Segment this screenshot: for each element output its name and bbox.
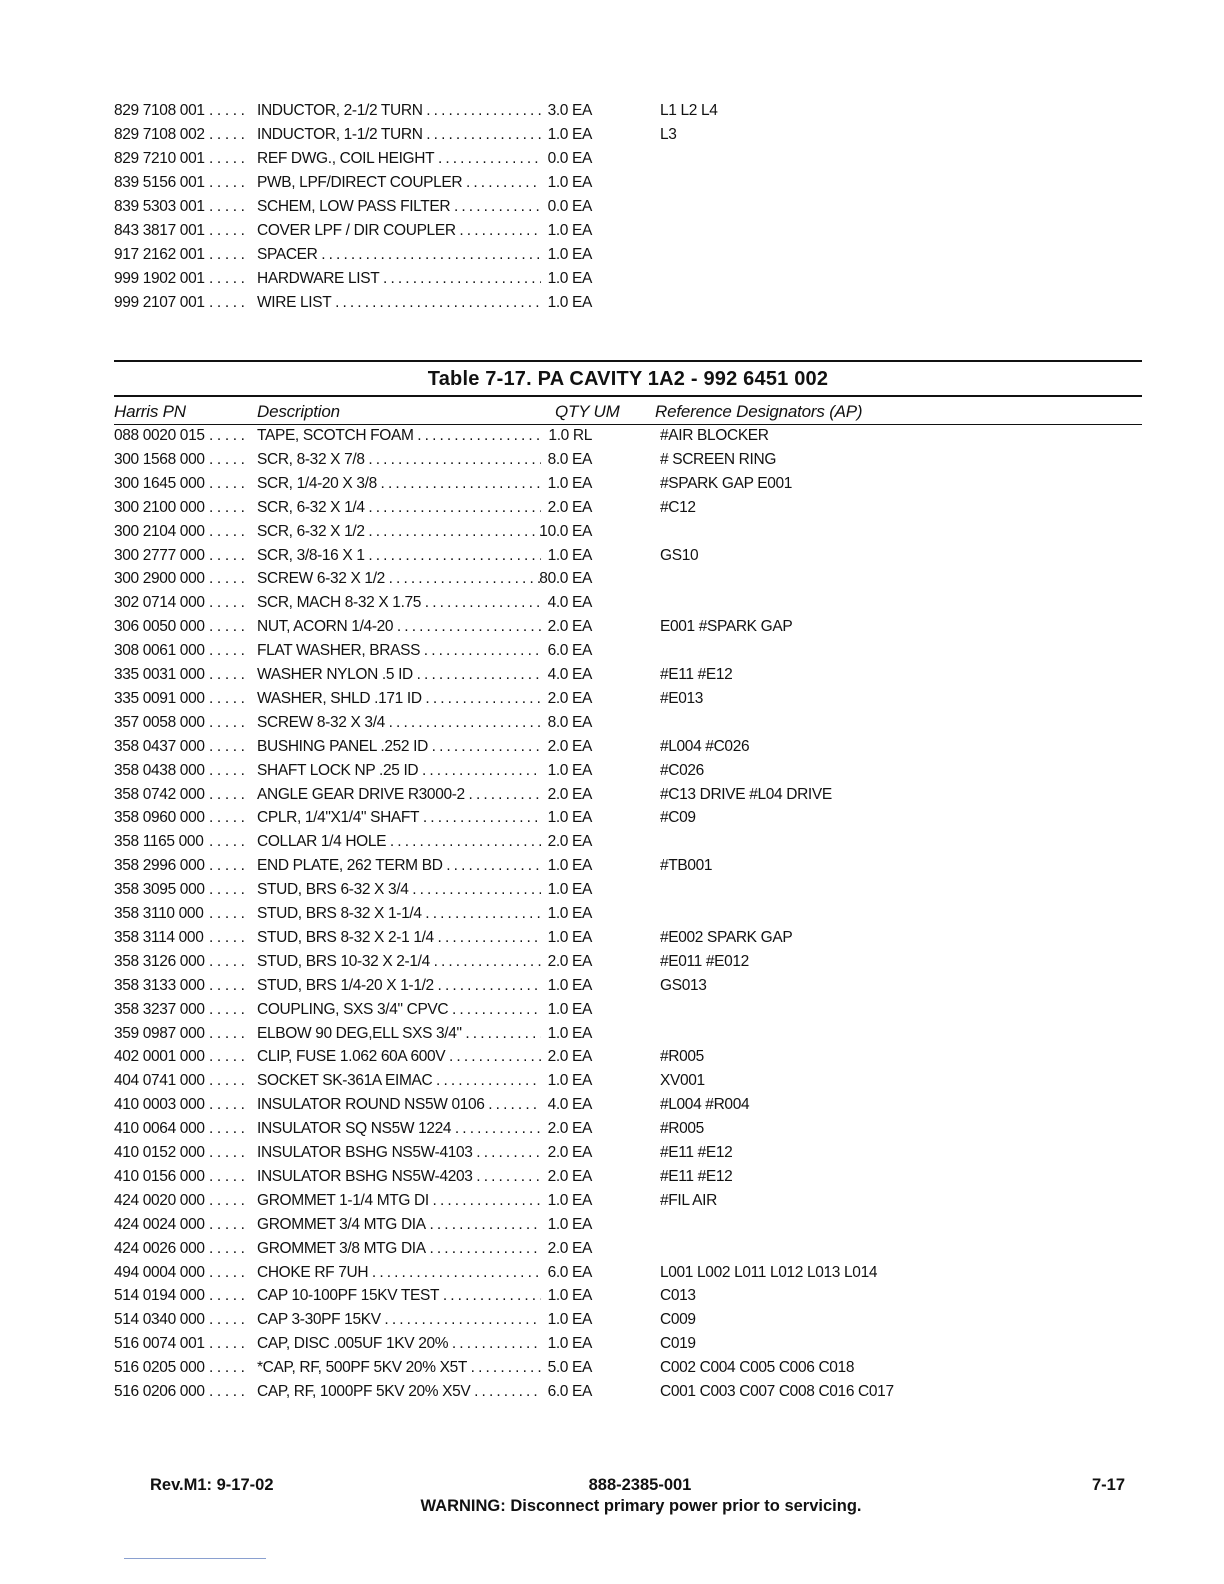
dot-leader: . . . . .: [209, 1359, 245, 1377]
description: INSULATOR BSHG NS5W-4203 . . .: [257, 1165, 541, 1189]
description: SHAFT LOCK NP .25 ID . . .: [257, 759, 541, 783]
table-row: [0, 663, 1224, 687]
description: INSULATOR ROUND NS5W 0106 . . .: [257, 1093, 541, 1117]
description: *CAP, RF, 500PF 5KV 20% X5T . . .: [257, 1356, 541, 1380]
part-number: 424 0026 000: [114, 1239, 205, 1257]
table-row: [0, 291, 1224, 315]
quantity: 1.0 EA: [547, 881, 592, 899]
part-number: 410 0003 000: [114, 1096, 205, 1114]
reference-designators: C013: [660, 1287, 696, 1305]
description: CAP, RF, 1000PF 5KV 20% X5V . . .: [257, 1380, 541, 1404]
quantity: 1.0 EA: [547, 857, 592, 875]
table-row: [0, 520, 1224, 544]
footer-warning: WARNING: Disconnect primary power prior to servicing.: [420, 1497, 862, 1515]
dot-leader: . . . . .: [209, 976, 245, 994]
table-row: [0, 1213, 1224, 1237]
description: NUT, ACORN 1/4-20 . . .: [257, 615, 541, 639]
quantity: 2.0 EA: [547, 689, 592, 707]
part-number: 829 7108 001: [114, 102, 205, 119]
quantity: 1.0 EA: [547, 1072, 592, 1090]
quantity: 8.0 EA: [547, 713, 592, 731]
quantity: 1.0 EA: [547, 294, 592, 311]
dot-leader: . . . . .: [209, 642, 245, 660]
quantity: 1.0 EA: [547, 270, 592, 287]
quantity: 1.0 EA: [547, 905, 592, 922]
quantity: 1.0 EA: [547, 1215, 592, 1233]
part-number: 358 3133 000: [114, 976, 205, 994]
table-row: [0, 735, 1224, 759]
part-number: 404 0741 000: [114, 1072, 205, 1090]
reference-designators: #L004 #R004: [660, 1096, 750, 1114]
dot-leader: . . . . .: [209, 1048, 245, 1066]
dot-leader: . . . . .: [209, 198, 245, 215]
quantity: 1.0 EA: [547, 126, 592, 143]
reference-designators: #L004 #C026: [660, 737, 750, 755]
footer-revision: Rev.M1: 9-17-02: [150, 1476, 274, 1494]
part-number: 358 3126 000: [114, 952, 205, 970]
table-row: [0, 1284, 1224, 1308]
dot-leader: . . . . .: [209, 833, 245, 851]
table-row: [0, 639, 1224, 663]
part-number: 843 3817 001: [114, 222, 205, 239]
quantity: 4.0 EA: [547, 1096, 592, 1114]
part-number: 335 0091 000: [114, 689, 205, 707]
reference-designators: C001 C003 C007 C008 C016 C017: [660, 1383, 894, 1400]
part-number: 358 0742 000: [114, 785, 205, 803]
description: SCR, 1/4-20 X 3/8 . . .: [257, 472, 541, 496]
quantity: 1.0 EA: [547, 246, 592, 263]
description: WIRE LIST . . .: [257, 291, 541, 315]
description: STUD, BRS 8-32 X 1-1/4 . . .: [257, 902, 541, 926]
table-row: [0, 830, 1224, 854]
description: STUD, BRS 1/4-20 X 1-1/2 . . .: [257, 974, 541, 998]
dot-leader: . . . . .: [209, 618, 245, 636]
reference-designators: #E11 #E12: [660, 1167, 733, 1185]
footer-page-number: 7-17: [1092, 1476, 1126, 1494]
quantity: 0.0 EA: [547, 150, 592, 167]
quantity: 1.0 EA: [547, 546, 592, 564]
dot-leader: . . . . .: [209, 881, 245, 899]
dot-leader: . . . . .: [209, 498, 245, 516]
table-row: [0, 1356, 1224, 1380]
part-number: 829 7108 002: [114, 126, 205, 143]
quantity: 2.0 EA: [547, 833, 592, 851]
dot-leader: . . . . .: [209, 450, 245, 468]
dot-leader: . . . . .: [209, 737, 245, 755]
reference-designators: #E11 #E12: [660, 666, 733, 683]
quantity: 1.0 EA: [547, 1000, 592, 1018]
quantity: 1.0 EA: [547, 1191, 592, 1209]
reference-designators: #C09: [660, 809, 696, 827]
quantity: 6.0 EA: [547, 642, 592, 660]
scan-artifact-line: [124, 1558, 266, 1559]
reference-designators: #AIR BLOCKER: [660, 427, 769, 444]
quantity: 2.0 EA: [547, 952, 592, 970]
header-reference-designators: Reference Designators (AP): [655, 402, 863, 421]
description: COUPLING, SXS 3/4" CPVC . . .: [257, 998, 541, 1022]
table-row: [0, 1022, 1224, 1046]
reference-designators: #C026: [660, 761, 704, 779]
reference-designators: GS10: [660, 546, 699, 564]
table-row: [0, 1045, 1224, 1069]
part-number: 088 0020 015: [114, 427, 205, 444]
description: SCR, 6-32 X 1/2 . . .: [257, 520, 541, 544]
part-number: 358 1165 000: [114, 833, 204, 851]
quantity: 1.0 EA: [547, 976, 592, 994]
part-number: 516 0074 001: [114, 1335, 205, 1353]
quantity: 1.0 EA: [547, 1024, 592, 1042]
part-number: 300 2777 000: [114, 546, 205, 564]
reference-designators: E001 #SPARK GAP: [660, 618, 793, 636]
quantity: 1.0 EA: [547, 222, 592, 239]
table-row: [0, 567, 1224, 591]
part-number: 402 0001 000: [114, 1048, 205, 1066]
description: GROMMET 1-1/4 MTG DI . . .: [257, 1189, 541, 1213]
table-row: [0, 147, 1224, 171]
description: GROMMET 3/4 MTG DIA . . .: [257, 1213, 541, 1237]
table-row: [0, 123, 1224, 147]
part-number: 839 5156 001: [114, 174, 205, 191]
footer-doc-number: 888-2385-001: [588, 1476, 692, 1494]
quantity: 0.0 EA: [547, 198, 592, 215]
reference-designators: C009: [660, 1311, 696, 1329]
table-row: [0, 496, 1224, 520]
description: ANGLE GEAR DRIVE R3000-2 . . .: [257, 783, 541, 807]
part-number: 358 0438 000: [114, 761, 205, 779]
description: STUD, BRS 8-32 X 2-1 1/4 . . .: [257, 926, 541, 950]
description: INDUCTOR, 1-1/2 TURN . . .: [257, 123, 541, 147]
quantity: 6.0 EA: [547, 1383, 592, 1400]
quantity: 1.0 EA: [547, 1287, 592, 1305]
quantity: 1.0 EA: [547, 174, 592, 191]
reference-designators: #R005: [660, 1120, 704, 1138]
description: CAP 3-30PF 15KV . . .: [257, 1308, 541, 1332]
table-row: [0, 267, 1224, 291]
quantity: 3.0 EA: [547, 102, 592, 119]
description: END PLATE, 262 TERM BD . . .: [257, 854, 541, 878]
reference-designators: #R005: [660, 1048, 704, 1066]
table-row: [0, 195, 1224, 219]
reference-designators: #SPARK GAP E001: [660, 474, 793, 492]
dot-leader: . . . . .: [209, 222, 245, 239]
quantity: 2.0 EA: [547, 1144, 592, 1161]
part-number: 359 0987 000: [114, 1024, 205, 1042]
part-number: 410 0152 000: [114, 1144, 205, 1161]
part-number: 358 2996 000: [114, 857, 205, 875]
part-number: 839 5303 001: [114, 198, 205, 215]
part-number: 424 0024 000: [114, 1215, 205, 1233]
dot-leader: . . . . .: [209, 1335, 245, 1353]
dot-leader: . . . . .: [209, 1000, 245, 1018]
description: HARDWARE LIST . . .: [257, 267, 541, 291]
part-number: 494 0004 000: [114, 1263, 205, 1281]
description: SCR, 8-32 X 7/8 . . .: [257, 448, 541, 472]
table-row: [0, 806, 1224, 830]
quantity: 80.0 EA: [539, 570, 592, 588]
part-number: 300 1645 000: [114, 474, 205, 492]
reference-designators: L3: [660, 126, 677, 143]
table-row: [0, 878, 1224, 902]
description: SCR, 6-32 X 1/4 . . .: [257, 496, 541, 520]
dot-leader: . . . . .: [209, 1024, 245, 1042]
description: CHOKE RF 7UH . . .: [257, 1261, 541, 1285]
quantity: 4.0 EA: [547, 666, 592, 683]
description: CPLR, 1/4"X1/4" SHAFT . . .: [257, 806, 541, 830]
quantity: 1.0 EA: [547, 761, 592, 779]
description: WASHER NYLON .5 ID . . .: [257, 663, 541, 687]
dot-leader: . . . . .: [209, 1167, 245, 1185]
description: SCREW 6-32 X 1/2 . . .: [257, 567, 541, 591]
part-number: 424 0020 000: [114, 1191, 205, 1209]
part-number: 358 3114 000: [114, 928, 204, 946]
dot-leader: . . . . .: [209, 522, 245, 540]
description: INDUCTOR, 2-1/2 TURN . . .: [257, 99, 541, 123]
dot-leader: . . . . .: [209, 294, 245, 311]
quantity: 1.0 EA: [547, 474, 592, 492]
table-row: [0, 950, 1224, 974]
quantity: 5.0 EA: [547, 1359, 592, 1377]
dot-leader: . . . . .: [209, 546, 245, 564]
description: CAP, DISC .005UF 1KV 20% . . .: [257, 1332, 541, 1356]
dot-leader: . . . . .: [209, 1383, 245, 1400]
quantity: 1.0 EA: [547, 1335, 592, 1353]
table-row: [0, 1261, 1224, 1285]
description: COLLAR 1/4 HOLE . . .: [257, 830, 541, 854]
description: CLIP, FUSE 1.062 60A 600V . . .: [257, 1045, 541, 1069]
reference-designators: L1 L2 L4: [660, 102, 718, 119]
reference-designators: C019: [660, 1335, 696, 1353]
reference-designators: C002 C004 C005 C006 C018: [660, 1359, 855, 1377]
quantity: 6.0 EA: [547, 1263, 592, 1281]
description: SCHEM, LOW PASS FILTER . . .: [257, 195, 541, 219]
dot-leader: . . . . .: [209, 1191, 245, 1209]
table-row: [0, 448, 1224, 472]
part-number: 516 0205 000: [114, 1359, 205, 1377]
dot-leader: . . . . .: [209, 689, 245, 707]
quantity: 1.0 EA: [547, 809, 592, 827]
dot-leader: . . . . .: [209, 1263, 245, 1281]
table-row: [0, 711, 1224, 735]
dot-leader: . . . . .: [209, 928, 245, 946]
table-row: [0, 424, 1224, 448]
dot-leader: . . . . .: [209, 126, 245, 143]
part-number: 358 0960 000: [114, 809, 205, 827]
table-row: [0, 759, 1224, 783]
part-number: 829 7210 001: [114, 150, 205, 167]
description: TAPE, SCOTCH FOAM . . .: [257, 424, 541, 448]
dot-leader: . . . . .: [209, 474, 245, 492]
dot-leader: . . . . .: [209, 150, 245, 167]
reference-designators: #E013: [660, 689, 704, 707]
table-row: [0, 99, 1224, 123]
header-description: Description: [257, 402, 340, 421]
dot-leader: . . . . .: [209, 1072, 245, 1090]
description: INSULATOR SQ NS5W 1224 . . .: [257, 1117, 541, 1141]
table-row: [0, 1093, 1224, 1117]
dot-leader: . . . . .: [209, 952, 245, 970]
table-row: [0, 783, 1224, 807]
table-row: [0, 687, 1224, 711]
reference-designators: L001 L002 L011 L012 L013 L014: [660, 1263, 878, 1281]
part-number: 300 2104 000: [114, 522, 205, 540]
description: BUSHING PANEL .252 ID . . .: [257, 735, 541, 759]
description: SPACER . . .: [257, 243, 541, 267]
table-row: [0, 591, 1224, 615]
description: STUD, BRS 10-32 X 2-1/4 . . .: [257, 950, 541, 974]
table-row: [0, 472, 1224, 496]
description: SCREW 8-32 X 3/4 . . .: [257, 711, 541, 735]
table-row: [0, 171, 1224, 195]
table-row: [0, 1117, 1224, 1141]
description: CAP 10-100PF 15KV TEST . . .: [257, 1284, 541, 1308]
dot-leader: . . . . .: [209, 666, 245, 683]
dot-leader: . . . . .: [209, 594, 245, 612]
quantity: 10.0 EA: [539, 522, 592, 540]
reference-designators: #C13 DRIVE #L04 DRIVE: [660, 785, 832, 803]
description: STUD, BRS 6-32 X 3/4 . . .: [257, 878, 541, 902]
dot-leader: . . . . .: [209, 174, 245, 191]
part-number: 514 0194 000: [114, 1287, 205, 1305]
reference-designators: XV001: [660, 1072, 705, 1090]
quantity: 2.0 EA: [547, 618, 592, 636]
part-number: 308 0061 000: [114, 642, 205, 660]
description: ELBOW 90 DEG,ELL SXS 3/4" . . .: [257, 1022, 541, 1046]
dot-leader: . . . . .: [209, 905, 245, 922]
quantity: 2.0 EA: [547, 1048, 592, 1066]
quantity: 2.0 EA: [547, 1167, 592, 1185]
description: SCR, MACH 8-32 X 1.75 . . .: [257, 591, 541, 615]
part-number: 300 2900 000: [114, 570, 205, 588]
part-number: 302 0714 000: [114, 594, 205, 612]
part-number: 300 1568 000: [114, 450, 205, 468]
part-number: 335 0031 000: [114, 666, 205, 683]
table-row: [0, 902, 1224, 926]
table-row: [0, 926, 1224, 950]
quantity: 4.0 EA: [547, 594, 592, 612]
table-title: Table 7-17. PA CAVITY 1A2 - 992 6451 002: [427, 368, 829, 390]
reference-designators: #E011 #E012: [660, 952, 749, 970]
reference-designators: #E11 #E12: [660, 1144, 733, 1161]
quantity: 1.0 EA: [547, 1311, 592, 1329]
dot-leader: . . . . .: [209, 857, 245, 875]
part-number: 917 2162 001: [114, 246, 205, 263]
quantity: 2.0 EA: [547, 1239, 592, 1257]
description: SOCKET SK-361A EIMAC . . .: [257, 1069, 541, 1093]
part-number: 514 0340 000: [114, 1311, 205, 1329]
quantity: 1.0 RL: [548, 427, 592, 444]
description: WASHER, SHLD .171 ID . . .: [257, 687, 541, 711]
part-number: 300 2100 000: [114, 498, 205, 516]
dot-leader: . . . . .: [209, 1311, 245, 1329]
dot-leader: . . . . .: [209, 1120, 245, 1138]
dot-leader: . . . . .: [209, 761, 245, 779]
quantity: 2.0 EA: [547, 737, 592, 755]
description: PWB, LPF/DIRECT COUPLER . . .: [257, 171, 541, 195]
dot-leader: . . . . .: [209, 1144, 245, 1161]
quantity: 2.0 EA: [547, 785, 592, 803]
table-row: [0, 1141, 1224, 1165]
description: GROMMET 3/8 MTG DIA . . .: [257, 1237, 541, 1261]
quantity: 1.0 EA: [547, 928, 592, 946]
table-row: [0, 854, 1224, 878]
dot-leader: . . . . .: [209, 809, 245, 827]
part-number: 999 2107 001: [114, 294, 205, 311]
part-number: 410 0064 000: [114, 1120, 205, 1138]
description: COVER LPF / DIR COUPLER . . .: [257, 219, 541, 243]
reference-designators: #FIL AIR: [660, 1191, 717, 1209]
part-number: 306 0050 000: [114, 618, 205, 636]
table-row: [0, 615, 1224, 639]
table-top-rule: [114, 360, 1142, 362]
part-number: 357 0058 000: [114, 713, 205, 731]
reference-designators: #E002 SPARK GAP: [660, 928, 793, 946]
dot-leader: . . . . .: [209, 1239, 245, 1257]
table-row: [0, 1332, 1224, 1356]
table-row: [0, 1069, 1224, 1093]
part-number: 999 1902 001: [114, 270, 205, 287]
part-number: 358 3110 000: [114, 905, 204, 922]
quantity: 8.0 EA: [547, 450, 592, 468]
description: INSULATOR BSHG NS5W-4103 . . .: [257, 1141, 541, 1165]
dot-leader: . . . . .: [209, 1096, 245, 1114]
table-row: [0, 1308, 1224, 1332]
table-row: [0, 1237, 1224, 1261]
part-number: 410 0156 000: [114, 1167, 205, 1185]
description: REF DWG., COIL HEIGHT . . .: [257, 147, 541, 171]
reference-designators: #C12: [660, 498, 696, 516]
dot-leader: . . . . .: [209, 246, 245, 263]
header-qty-um: QTY UM: [555, 402, 620, 421]
table-row: [0, 974, 1224, 998]
dot-leader: . . . . .: [209, 1215, 245, 1233]
header-harris-pn: Harris PN: [114, 402, 186, 421]
table-title-rule: [114, 395, 1142, 397]
reference-designators: GS013: [660, 976, 707, 994]
dot-leader: . . . . .: [209, 570, 245, 588]
table-row: [0, 1380, 1224, 1404]
part-number: 358 3095 000: [114, 881, 205, 899]
dot-leader: . . . . .: [209, 270, 245, 287]
table-row: [0, 1189, 1224, 1213]
table-row: [0, 544, 1224, 568]
quantity: 2.0 EA: [547, 498, 592, 516]
dot-leader: . . . . .: [209, 785, 245, 803]
table-row: [0, 243, 1224, 267]
part-number: 358 3237 000: [114, 1000, 205, 1018]
dot-leader: . . . . .: [209, 713, 245, 731]
description: SCR, 3/8-16 X 1 . . .: [257, 544, 541, 568]
table-row: [0, 998, 1224, 1022]
part-number: 516 0206 000: [114, 1383, 205, 1400]
reference-designators: #TB001: [660, 857, 713, 875]
reference-designators: # SCREEN RING: [660, 450, 777, 468]
table-row: [0, 1165, 1224, 1189]
dot-leader: . . . . .: [209, 427, 245, 444]
dot-leader: . . . . .: [209, 1287, 245, 1305]
description: FLAT WASHER, BRASS . . .: [257, 639, 541, 663]
part-number: 358 0437 000: [114, 737, 205, 755]
table-row: [0, 219, 1224, 243]
dot-leader: . . . . .: [209, 102, 245, 119]
quantity: 2.0 EA: [547, 1120, 592, 1138]
